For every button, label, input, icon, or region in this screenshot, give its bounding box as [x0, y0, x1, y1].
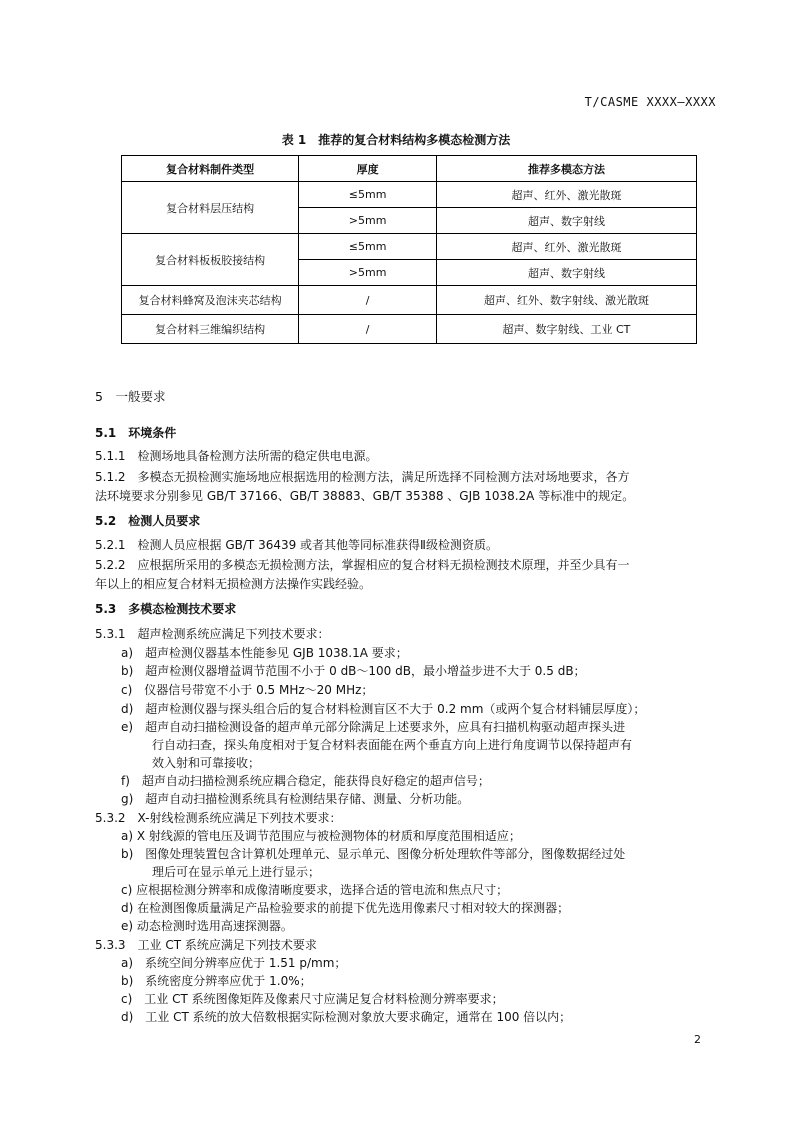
table-row [122, 234, 697, 260]
list-item: a) 系统空间分辨率应优于 1.51 p/mm； [121, 956, 347, 970]
header-type: 复合材料制件类型 [122, 156, 299, 182]
list-item: d) 超声检测仪器与探头组合后的复合材料检测盲区不大于 0.2 mm（或两个复合材料铺层厚度）； [121, 702, 646, 716]
list-item: d) 在检测图像质量满足产品检验要求的前提下优先选用像素尺寸相对较大的探测器； [121, 901, 570, 915]
list-item-continuation: 理后可在显示单元上进行显示； [152, 865, 321, 879]
list-item: b) 系统密度分辨率应优于 1.0%； [121, 974, 312, 988]
table-row [122, 315, 697, 344]
type-cell: 复合材料板板胶接结构 [122, 234, 299, 286]
method-cell: 超声、数字射线 [436, 260, 696, 286]
paragraph: 5.3.3 工业 CT 系统应满足下列技术要求 [95, 938, 317, 952]
page-number: 2 [694, 1033, 701, 1046]
list-item-continuation: 行自动扫查，探头角度相对于复合材料表面能在两个垂直方向上进行角度调节以保持超声有 [152, 738, 633, 752]
methods-table [121, 155, 697, 344]
paragraph: 法环境要求分别参见 GB/T 37166、GB/T 38883、GB/T 35388 、GJB 1038.2A 等标准中的规定。 [95, 489, 635, 503]
header-method: 推荐多模态方法 [436, 156, 696, 182]
table-caption: 表 1 推荐的复合材料结构多模态检测方法 [281, 133, 511, 147]
subsection-heading: 5.1 环境条件 [95, 426, 177, 440]
list-item: e) 超声自动扫描检测设备的超声单元部分除满足上述要求外，应具有扫描机构驱动超声探头进 [121, 720, 626, 734]
thickness-cell: / [299, 315, 437, 344]
paragraph: 年以上的相应复合材料无损检测方法操作实践经验。 [95, 577, 372, 591]
list-item: a) 超声检测仪器基本性能参见 GJB 1038.1A 要求； [121, 646, 408, 660]
subsection-heading: 5.3 多模态检测技术要求 [95, 602, 237, 616]
paragraph: 5.1.1 检测场地具备检测方法所需的稳定供电电源。 [95, 449, 378, 463]
thickness-cell: ≤5mm [299, 234, 437, 260]
list-item: b) 超声检测仪器增益调节范围不小于 0 dB～100 dB，最小增益步进不大于 0.5 dB； [121, 664, 586, 678]
table-header-row [122, 156, 697, 182]
method-cell: 超声、红外、数字射线、激光散斑 [436, 286, 696, 315]
subsection-heading: 5.2 检测人员要求 [95, 514, 201, 528]
method-cell: 超声、红外、激光散斑 [436, 182, 696, 208]
thickness-cell: >5mm [299, 260, 437, 286]
list-item: c) 应根据检测分辨率和成像清晰度要求，选择合适的管电流和焦点尺寸； [121, 883, 509, 897]
type-cell: 复合材料三维编织结构 [122, 315, 299, 344]
section-heading: 5 一般要求 [95, 389, 166, 404]
list-item: f) 超声自动扫描检测系统应耦合稳定，能获得良好稳定的超声信号； [121, 774, 490, 788]
thickness-cell: ≤5mm [299, 182, 437, 208]
list-item: b) 图像处理装置包含计算机处理单元、显示单元、图像分析处理软件等部分，图像数据经过处 [121, 847, 626, 861]
paragraph: 5.2.1 检测人员应根据 GB/T 36439 或者其他等同标准获得Ⅱ级检测资质。 [95, 538, 498, 552]
method-cell: 超声、数字射线、工业 CT [436, 315, 696, 344]
list-item: c) 仪器信号带宽不小于 0.5 MHz～20 MHz； [121, 683, 374, 697]
paragraph: 5.3.1 超声检测系统应满足下列技术要求： [95, 627, 330, 641]
type-cell: 复合材料层压结构 [122, 182, 299, 234]
thickness-cell: / [299, 286, 437, 315]
table-row [122, 286, 697, 315]
paragraph: 5.3.2 X-射线检测系统应满足下列技术要求： [95, 811, 342, 825]
paragraph: 5.2.2 应根据所采用的多模态无损检测方法，掌握相应的复合材料无损检测技术原理，并至少具有一 [95, 558, 630, 572]
type-cell: 复合材料蜂窝及泡沫夹芯结构 [122, 286, 299, 315]
header-thickness: 厚度 [299, 156, 437, 182]
method-cell: 超声、红外、激光散斑 [436, 234, 696, 260]
list-item: g) 超声自动扫描检测系统具有检测结果存储、测量、分析功能。 [121, 792, 470, 806]
list-item: a) X 射线源的管电压及调节范围应与被检测物体的材质和厚度范围相适应； [121, 829, 521, 843]
list-item: c) 工业 CT 系统图像矩阵及像素尺寸应满足复合材料检测分辨率要求； [121, 992, 504, 1006]
list-item-continuation: 效入射和可靠接收； [152, 756, 261, 770]
standard-code: T/CASME XXXX—XXXX [584, 95, 716, 109]
thickness-cell: >5mm [299, 208, 437, 234]
paragraph: 5.1.2 多模态无损检测实施场地应根据选用的检测方法，满足所选择不同检测方法对场地要求，各方 [95, 470, 630, 484]
table-row [122, 182, 697, 208]
method-cell: 超声、数字射线 [436, 208, 696, 234]
list-item: e) 动态检测时选用高速探测器。 [121, 919, 293, 933]
list-item: d) 工业 CT 系统的放大倍数根据实际检测对象放大要求确定，通常在 100 倍以内； [121, 1010, 572, 1024]
